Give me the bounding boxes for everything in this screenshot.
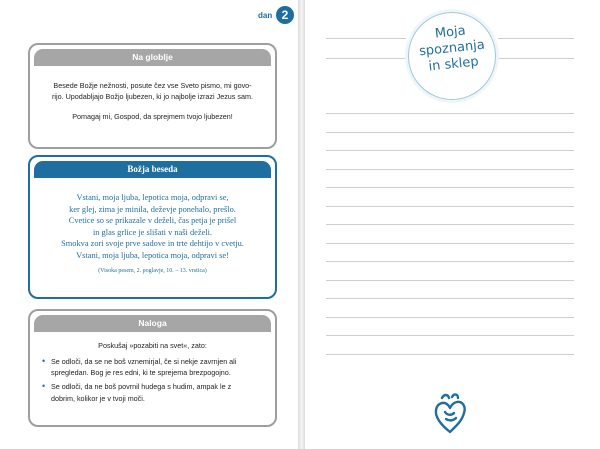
reflection-badge xyxy=(408,12,496,100)
bullet-icon: • xyxy=(42,381,46,392)
badge-heading xyxy=(407,21,498,78)
writing-line xyxy=(326,132,574,133)
na-globlje-body xyxy=(30,72,275,122)
na-globlje-paragraph-2: Pomagaj mi, Gospod, da sprejmem tvojo ljubezen! xyxy=(72,112,233,121)
writing-line xyxy=(326,280,574,281)
na-globlje-line-1: Besede Božje nežnosti, posute čez vse Sveto pismo, mi govo- xyxy=(53,81,252,90)
bozja-beseda-title: Božja beseda xyxy=(34,161,271,178)
day-number-badge: 2 xyxy=(276,6,294,24)
writing-line xyxy=(498,58,574,59)
writing-line xyxy=(326,354,574,355)
na-globlje-title: Na globlje xyxy=(34,49,271,66)
writing-line xyxy=(326,58,406,59)
writing-line xyxy=(326,113,574,114)
day-label: dan xyxy=(258,11,273,20)
writing-line xyxy=(326,187,574,188)
list-item xyxy=(42,356,267,378)
task-line: dobrim, kolikor je v tvoji moči. xyxy=(51,393,145,403)
writing-line xyxy=(326,243,574,244)
task-line: Se odloči, da se ne boš vznemirjal, če si nekje zavrnjen ali xyxy=(51,357,237,366)
verse-line: Vstani, moja ljuba, lepotica moja, odpravi se, xyxy=(76,193,229,202)
badge-line-3: in sklep xyxy=(427,54,480,75)
scripture-reference: (Visoka pesem, 2. poglavje, 10. – 13. vrstica) xyxy=(98,267,207,274)
heart-logo-icon xyxy=(432,390,468,436)
writing-line xyxy=(498,38,574,39)
badge-line-1: Moja xyxy=(434,23,467,42)
na-globlje-box xyxy=(28,43,277,149)
writing-line xyxy=(326,335,574,336)
writing-line xyxy=(326,224,574,225)
writing-line xyxy=(326,169,574,170)
task-line: Se odloči, da ne boš povrnil hudega s hudim, ampak le z xyxy=(51,382,232,392)
naloga-title: Naloga xyxy=(34,315,271,332)
bullet-icon: • xyxy=(42,356,46,366)
scripture-verse xyxy=(30,178,275,262)
writing-line xyxy=(326,298,574,299)
writing-line xyxy=(326,261,574,262)
badge-line-2: spoznanja xyxy=(418,37,486,60)
verse-line: Vstani, moja ljuba, lepotica moja, odpravi se! xyxy=(76,250,229,260)
writing-line xyxy=(326,206,574,207)
bozja-beseda-box xyxy=(28,155,277,299)
writing-line xyxy=(326,150,574,151)
naloga-list xyxy=(30,356,275,404)
naloga-box xyxy=(28,309,277,427)
writing-line xyxy=(326,38,406,39)
na-globlje-line-2: rijo. Upodabljajo Božjo ljubezen, ki jo najbolje izrazi Jezus sam. xyxy=(52,92,253,101)
verse-line: ker glej, zima je minila, deževje ponehalo, prešlo. xyxy=(69,204,236,214)
verse-line: Smokva zori svoje prve sadove in trte dehtijo v cvetju. xyxy=(61,239,244,249)
list-item xyxy=(42,381,267,403)
na-globlje-paragraph-1 xyxy=(38,80,267,102)
verse-line: in glas grlice je slišati v naši deželi. xyxy=(92,227,213,237)
writing-line xyxy=(326,317,574,318)
naloga-intro: Poskušaj »pozabiti na svet«, zato: xyxy=(98,341,207,350)
verse-line: Cvetice so se prikazale v deželi, čas petja je prišel xyxy=(68,216,237,226)
task-line: spregledan. Bog je res edni, ki te sprejema brezpogojno. xyxy=(51,368,231,378)
